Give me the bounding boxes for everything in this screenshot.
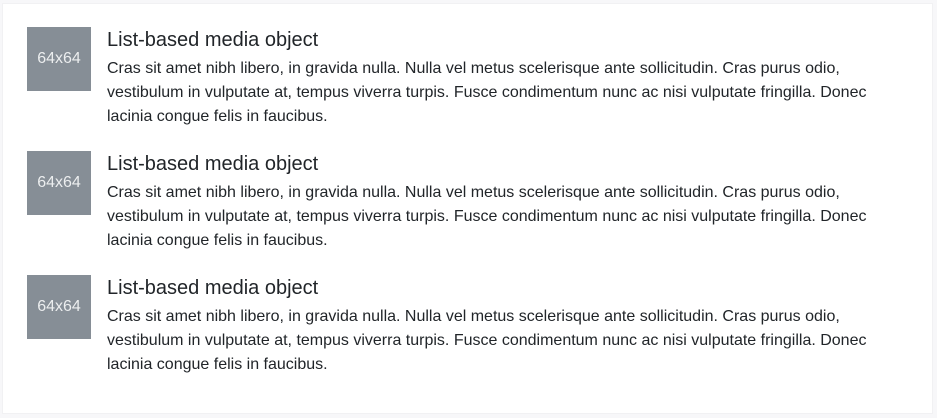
media-heading: List-based media object (107, 277, 319, 299)
media-body (107, 151, 887, 253)
media-item (27, 275, 887, 377)
media-text: Cras sit amet nibh libero, in gravida nulla. Nulla vel metus scelerisque ante sollicitudin. Cras purus odio, vestibulum in vulputate at, tempus viverra turpis. Fusce condimentum nunc ac nisi vulputate fringilla. Donec lacinia congue felis in faucibus. (107, 60, 867, 125)
media-heading: List-based media object (107, 29, 319, 51)
media-body (107, 27, 887, 129)
media-heading: List-based media object (107, 153, 319, 175)
media-text: Cras sit amet nibh libero, in gravida nulla. Nulla vel metus scelerisque ante sollicitudin. Cras purus odio, vestibulum in vulputate at, tempus viverra turpis. Fusce condimentum nunc ac nisi vulputate fringilla. Donec lacinia congue felis in faucibus. (107, 184, 867, 249)
media-item (27, 27, 887, 129)
example-frame (2, 3, 933, 414)
thumbnail-placeholder: 64x64 (27, 151, 91, 215)
thumbnail-placeholder: 64x64 (27, 275, 91, 339)
thumbnail-placeholder: 64x64 (27, 27, 91, 91)
media-body (107, 275, 887, 377)
media-item (27, 151, 887, 253)
media-text: Cras sit amet nibh libero, in gravida nulla. Nulla vel metus scelerisque ante sollicitudin. Cras purus odio, vestibulum in vulputate at, tempus viverra turpis. Fusce condimentum nunc ac nisi vulputate fringilla. Donec lacinia congue felis in faucibus. (107, 308, 867, 373)
